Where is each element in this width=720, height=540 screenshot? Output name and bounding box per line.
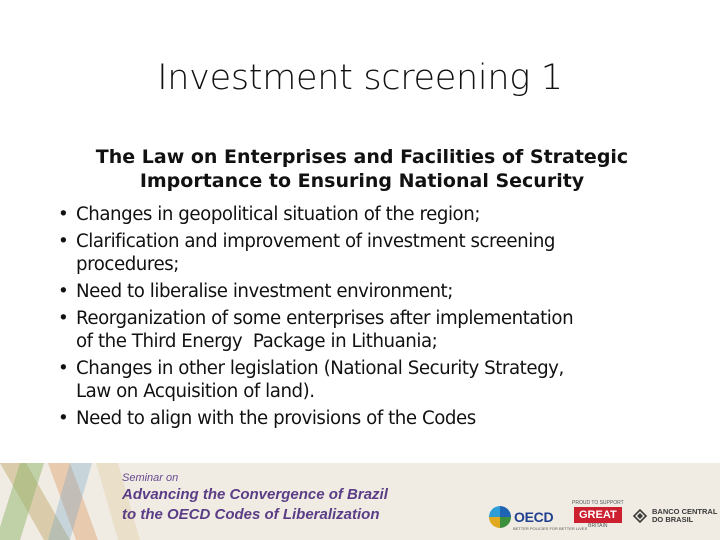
banner-title-line-2: to the OECD Codes of Liberalization (122, 506, 380, 523)
bullet-item (58, 357, 678, 403)
bullet-item (58, 203, 678, 226)
bullet-item (58, 307, 678, 353)
banner-title-line-1: Advancing the Convergence of Brazil (122, 486, 388, 503)
oecd-logo (489, 506, 588, 531)
bullet-text-continued: Law on Acquisition of land). (76, 381, 315, 402)
bullet-text: Reorganization of some enterprises after implementation (76, 308, 574, 329)
bullet-list (58, 203, 678, 434)
bullet-text: Changes in geopolitical situation of the region; (76, 204, 480, 225)
banco-central-line-1: BANCO CENTRAL (652, 507, 718, 516)
banco-central-line-2: DO BRASIL (652, 515, 694, 524)
bullet-item (58, 280, 678, 303)
bullet-text: Need to liberalise investment environment; (76, 281, 453, 302)
bullet-icon: • (58, 308, 69, 329)
bullet-text-continued: procedures; (76, 254, 179, 275)
subtitle-line-1: The Law on Enterprises and Facilities of Strategic (95, 146, 629, 168)
bullet-icon: • (58, 408, 69, 429)
bullet-icon: • (58, 358, 69, 379)
banco-central-icon (632, 508, 648, 524)
bullet-item (58, 230, 678, 276)
great-logo-bottom-text: BRITAIN (588, 523, 608, 529)
banner-text (122, 471, 502, 525)
bullet-icon: • (58, 204, 69, 225)
banco-central-text (652, 508, 717, 524)
bullet-text: Clarification and improvement of investment screening (76, 231, 555, 252)
bullet-icon: • (58, 231, 69, 252)
bullet-text: Need to align with the provisions of the Codes (76, 408, 476, 429)
banner-seminar-label: Seminar on (122, 472, 179, 484)
oecd-globe-icon (489, 506, 511, 528)
oecd-logo-text: OECD (514, 509, 554, 525)
bullet-text: Changes in other legislation (National Security Strategy, (76, 358, 564, 379)
oecd-logo-subtext: BETTER POLICIES FOR BETTER LIVES (513, 526, 588, 531)
subtitle-line-2: Importance to Ensuring National Security (139, 170, 585, 192)
slide-title: Investment screening 1 (157, 58, 563, 98)
great-logo-top-text: PROUD TO SUPPORT (572, 500, 624, 506)
bullet-item (58, 407, 678, 430)
slide-subtitle (62, 145, 662, 193)
bullet-icon: • (58, 281, 69, 302)
bullet-text-continued: of the Third Energy Package in Lithuania; (76, 331, 438, 352)
great-britain-logo (572, 500, 624, 530)
banco-central-logo (632, 508, 717, 524)
great-logo-text: GREAT (574, 507, 622, 523)
